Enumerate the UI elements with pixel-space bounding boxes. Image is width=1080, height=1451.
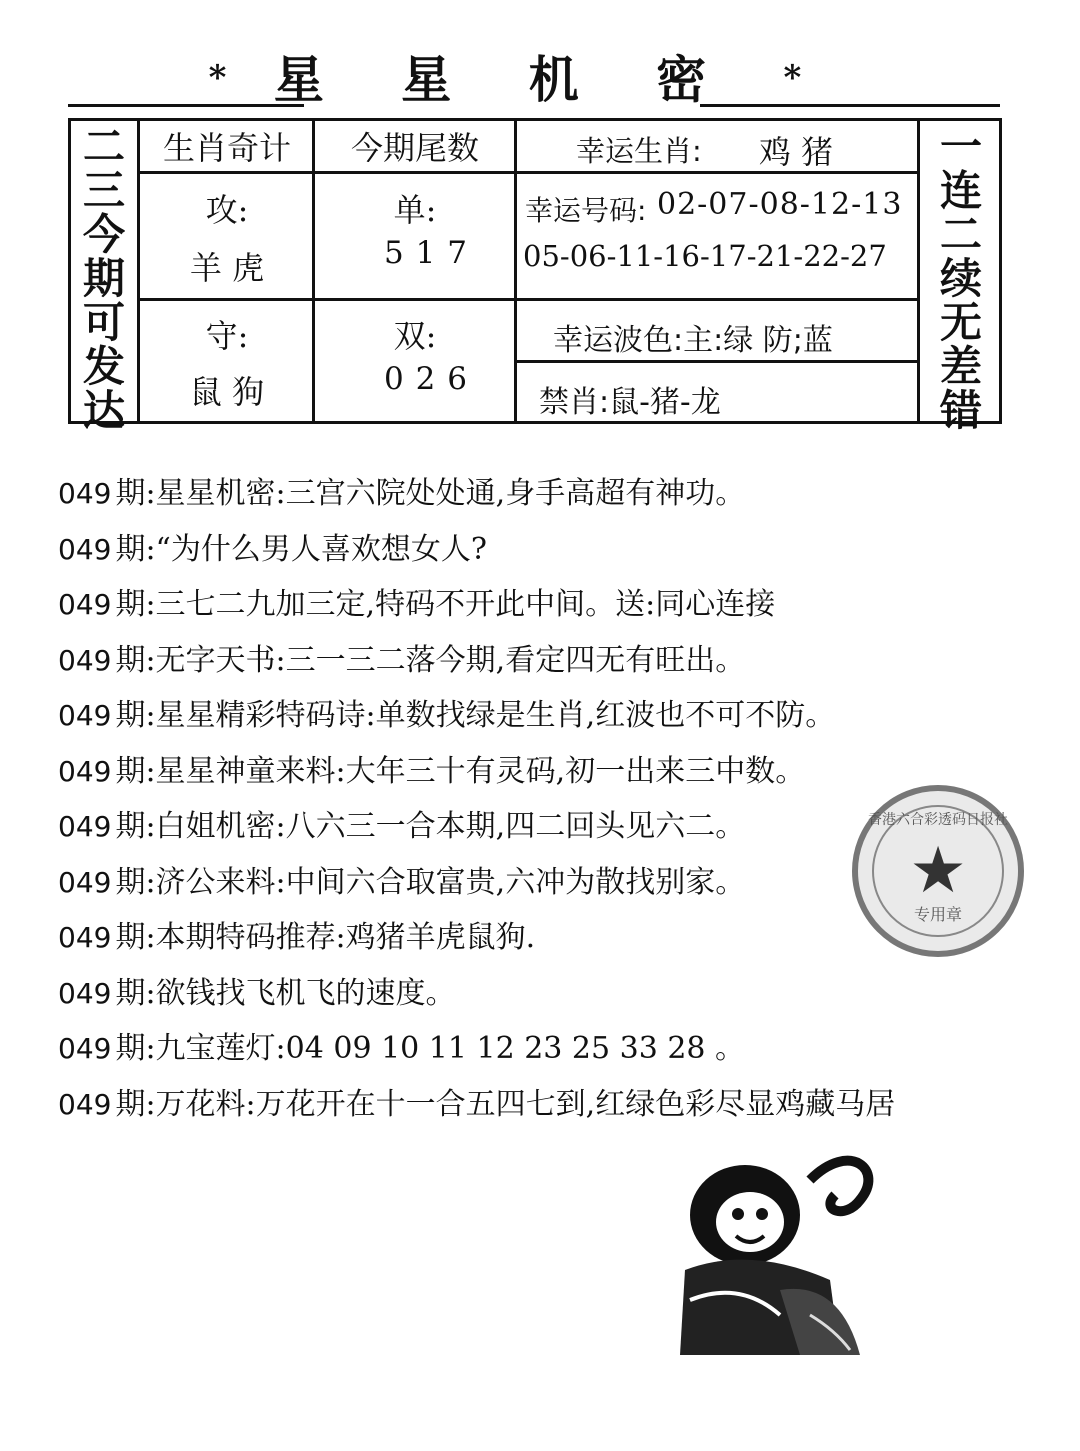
list-item [58,1079,895,1123]
list-item [58,857,745,901]
single-digits: 5 1 7 [384,235,468,271]
entry-text: 期:星星精彩特码诗:单数找绿是生肖,红波也不可不防。 [115,698,836,733]
divider [137,121,140,421]
title-text: 星 星 机 密 [273,50,737,109]
list-item [58,579,775,623]
header-tail: 今期尾数 [350,129,479,167]
period-number: 049 [58,866,112,899]
period-number: 049 [58,921,112,954]
defend-label: 守: [205,317,249,355]
seal-sub-text: 专用章 [913,905,962,924]
entry-text: 期:九宝莲灯:04 09 10 11 12 23 25 33 28 。 [115,1031,746,1066]
period-number: 049 [58,755,112,788]
period-number: 049 [58,588,112,621]
slogan-char: 一 [939,122,982,171]
seal-stamp [852,785,1024,957]
slogan-char: 可 [82,298,125,347]
slogan-char: 三 [82,166,125,215]
lucky-wave: 幸运波色:主:绿 防;蓝 [553,323,833,358]
divider [137,298,917,301]
slogan-char: 差 [939,342,982,391]
list-item [58,468,745,512]
slogan-char: 达 [82,386,125,435]
entry-text: 期:星星神童来料:大年三十有灵码,初一出来三中数。 [115,754,806,789]
lucky-numbers-row2: 05-06-11-16-17-21-22-27 [523,239,887,273]
left-vertical-slogan [76,122,132,435]
lucky-zodiac-label: 幸运生肖: [576,134,702,168]
entry-text: 期:白姐机密:八六三一合本期,四二回头见六二。 [115,809,746,844]
double-digits: 0 2 6 [384,361,468,397]
entry-text: 期:济公来料:中间六合取富贵,六冲为散找别家。 [115,865,746,900]
list-item [58,1023,745,1067]
monkey-mascot-icon [660,1140,885,1355]
period-number: 049 [58,699,112,732]
divider [917,121,920,421]
info-table [68,118,1002,435]
defend-value: 鼠 狗 [189,373,265,411]
list-item [58,690,835,734]
seal-text: 香港六合彩透码日报社 [868,812,1008,828]
list-item [58,912,535,956]
attack-value: 羊 虎 [189,249,265,287]
lucky-numbers-row1: 02-07-08-12-13 [657,187,903,222]
right-vertical-slogan [925,122,997,435]
slogan-char: 发 [82,342,125,391]
entry-text: 期:本期特码推荐:鸡猪羊虎鼠狗. [115,920,536,955]
slogan-char: 二 [939,210,982,259]
list-item [58,524,487,568]
entry-text: 期:星星机密:三宫六院处处通,身手高超有神功。 [115,476,746,511]
period-number: 049 [58,644,112,677]
title-star-right: * [783,58,802,98]
title-star-left: * [208,58,227,98]
single-label: 单: [393,191,437,229]
period-number: 049 [58,1088,112,1121]
entry-text: 期:“为什么男人喜欢想女人? [115,532,487,567]
double-label: 双: [393,317,437,355]
star-icon: ★ [909,834,967,908]
divider [514,360,917,363]
slogan-char: 续 [939,254,982,303]
list-item [58,801,745,845]
slogan-char: 期 [82,254,125,303]
slogan-char: 二 [82,122,125,171]
lucky-numbers-label: 幸运号码: [525,194,647,227]
entry-text: 期:欲钱找飞机飞的速度。 [115,976,456,1011]
attack-label: 攻: [205,191,249,229]
period-number: 049 [58,477,112,510]
slogan-char: 无 [939,298,982,347]
lucky-zodiac-value: 鸡 猪 [759,133,834,171]
period-number: 049 [58,977,112,1010]
list-item [58,746,805,790]
slogan-char: 错 [939,386,982,435]
page-title [0,40,1010,112]
entry-text: 期:无字天书:三一三二落今期,看定四无有旺出。 [115,643,746,678]
title-rule-right [700,104,1000,107]
header-zodiac: 生肖奇计 [162,129,291,167]
slogan-char: 今 [82,210,125,259]
entry-text: 期:三七二九加三定,特码不开此中间。送:同心连接 [115,587,776,622]
entry-text: 期:万花料:万花开在十一合五四七到,红绿色彩尽显鸡藏马居 [115,1087,896,1122]
period-number: 049 [58,1032,112,1065]
title-rule-left [68,104,304,107]
period-number: 049 [58,810,112,843]
list-item [58,635,745,679]
banned-zodiac: 禁肖:鼠-猪-龙 [539,385,721,420]
slogan-char: 连 [939,166,982,215]
list-item [58,968,456,1012]
divider [514,121,517,421]
period-number: 049 [58,533,112,566]
